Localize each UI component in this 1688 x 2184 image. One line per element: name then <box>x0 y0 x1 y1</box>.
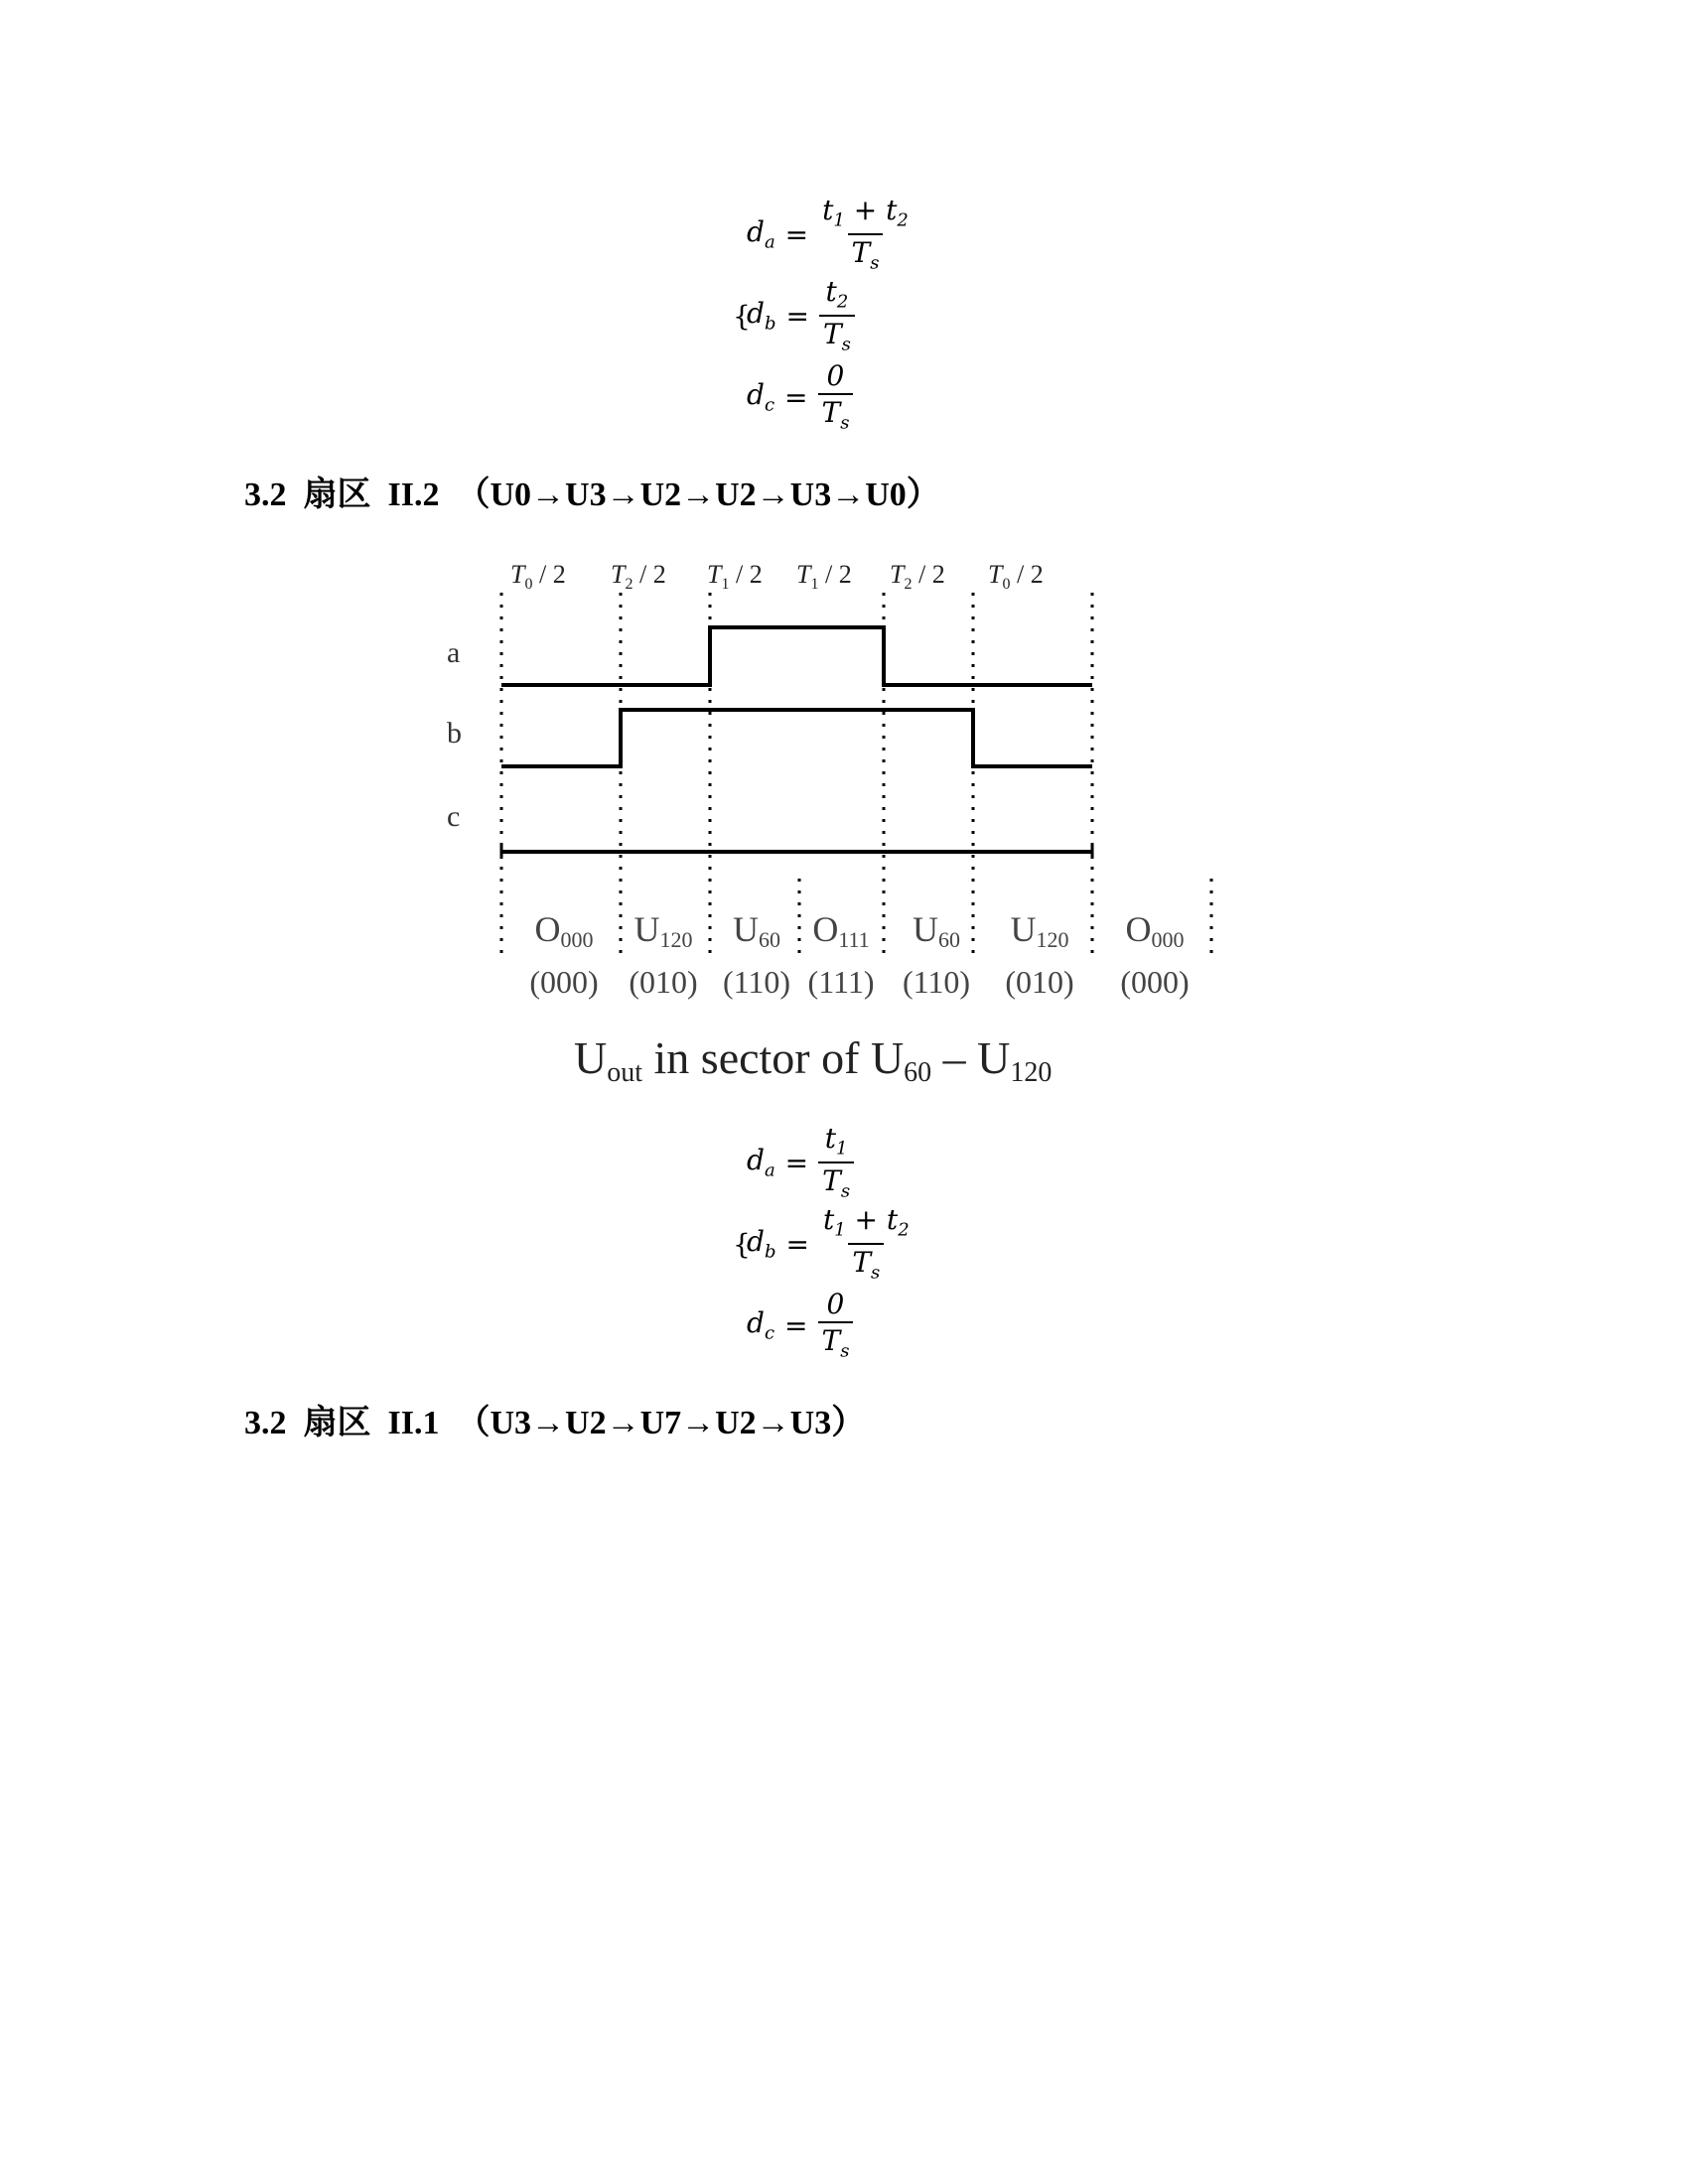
numerator: 0 <box>826 1287 845 1320</box>
lhs: $d_a$ <box>747 1144 775 1181</box>
equation-db <box>733 1202 914 1285</box>
channel-labels <box>447 636 462 833</box>
equation-db <box>733 274 913 356</box>
equals-sign: = <box>785 299 809 333</box>
lhs: $d_b$ <box>747 297 776 335</box>
numerator: 0 <box>826 358 845 392</box>
state-labels <box>529 909 1189 1000</box>
vector-sequence: （U3→U2→U7→U2→U3） <box>456 1405 866 1441</box>
waveforms <box>501 627 1092 859</box>
state-vector: U60 <box>913 909 960 952</box>
duration-label: $T_2 / 2$ <box>890 560 945 593</box>
state-code: (000) <box>529 964 599 1000</box>
state-vector: O111 <box>812 909 870 952</box>
lhs: $d_c$ <box>747 1306 775 1344</box>
equals-sign: = <box>784 380 808 414</box>
sector-id: II.2 <box>387 477 440 513</box>
lhs: $d_c$ <box>747 378 775 416</box>
equals-sign: = <box>784 217 809 251</box>
state-vector: O000 <box>1125 909 1185 952</box>
state-vector: U120 <box>1010 909 1069 952</box>
state-code: (110) <box>902 964 971 1000</box>
diagram-caption: Uout in sector of U60 – U120 <box>574 1032 1053 1087</box>
section-number: 3.2 <box>244 477 287 513</box>
equals-sign: = <box>784 1308 808 1342</box>
brace: { <box>733 1227 751 1261</box>
brace: { <box>733 299 751 333</box>
sector-id: II.1 <box>387 1405 440 1441</box>
fraction <box>818 1287 854 1362</box>
denominator: $T_s$ <box>848 1243 884 1283</box>
channel-label: b <box>447 717 462 750</box>
channel-label: a <box>447 636 461 669</box>
numerator: $t_2$ <box>825 274 849 313</box>
state-vector: O000 <box>534 909 594 952</box>
numerator: $t_1$ <box>824 1121 848 1160</box>
denominator: $T_s$ <box>819 315 855 354</box>
state-code: (000) <box>1120 964 1190 1000</box>
numerator: $t_1 + t_2$ <box>822 1202 910 1241</box>
section-label: 扇区 <box>303 477 371 513</box>
section-heading-sector-ii-2 <box>244 467 940 515</box>
state-code: (110) <box>722 964 791 1000</box>
section-label: 扇区 <box>303 1405 371 1441</box>
duration-label: $T_0 / 2$ <box>988 560 1044 593</box>
equation-block-top <box>733 193 913 438</box>
fraction <box>818 193 913 274</box>
state-vector: U60 <box>733 909 780 952</box>
channel-label: c <box>447 800 461 833</box>
equals-sign: = <box>784 1146 809 1179</box>
equation-da <box>747 194 913 275</box>
fraction <box>818 1121 854 1202</box>
lhs: $d_b$ <box>747 1225 776 1263</box>
section-number: 3.2 <box>244 1405 287 1441</box>
duration-labels <box>510 560 1044 593</box>
state-vector: U120 <box>633 909 693 952</box>
equation-dc <box>747 1285 914 1366</box>
equation-da <box>747 1122 914 1203</box>
state-code: (010) <box>629 964 698 1000</box>
denominator: $T_s$ <box>848 233 884 273</box>
state-code: (111) <box>807 964 875 1000</box>
waveform <box>501 627 1092 685</box>
denominator: $T_s$ <box>818 1161 854 1201</box>
switching-timing-diagram <box>427 551 1241 1087</box>
lhs: $d_a$ <box>747 215 775 253</box>
duration-label: $T_1 / 2$ <box>796 560 852 593</box>
duration-label: $T_1 / 2$ <box>707 560 763 593</box>
section-heading-sector-ii-1 <box>244 1395 865 1443</box>
fraction <box>818 358 854 434</box>
denominator: $T_s$ <box>818 393 854 433</box>
vector-sequence: （U0→U3→U2→U2→U3→U0） <box>456 477 940 513</box>
duration-label: $T_2 / 2$ <box>611 560 666 593</box>
duration-label: $T_0 / 2$ <box>510 560 566 593</box>
equals-sign: = <box>785 1227 809 1261</box>
fraction <box>819 1202 914 1284</box>
denominator: $T_s$ <box>818 1321 854 1361</box>
waveform <box>501 710 1092 766</box>
fraction <box>819 274 855 355</box>
state-code: (010) <box>1005 964 1074 1000</box>
equation-dc <box>747 356 913 438</box>
dotted-dividers <box>501 593 1211 953</box>
equation-block-bottom <box>733 1121 914 1366</box>
numerator: $t_1 + t_2$ <box>822 193 909 231</box>
